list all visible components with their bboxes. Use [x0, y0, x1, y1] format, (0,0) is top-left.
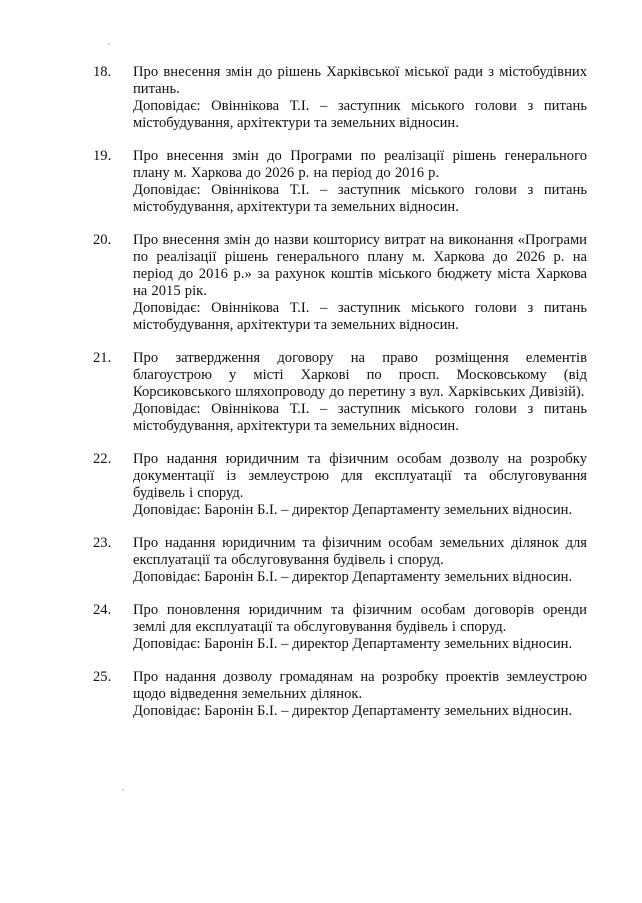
item-number: 22.: [93, 451, 112, 467]
agenda-item: [93, 535, 587, 586]
item-title: Про внесення змін до Програми по реалізації рішень генерального плану м. Харкова до 2026 р. на період до 2016 р.: [133, 148, 587, 181]
agenda-item: [93, 232, 587, 334]
item-reporter: Доповідає: Баронін Б.І. – директор Департаменту земельних відносин.: [133, 703, 573, 719]
item-title: Про надання юридичним та фізичним особам земельних ділянок для експлуатації та обслуговування будівель і споруд.: [133, 535, 587, 568]
item-number: 20.: [93, 232, 112, 248]
item-title: Про надання юридичним та фізичним особам дозволу на розробку документації із землеустрою для експлуатації та обслуговування будівель і споруд.: [133, 451, 587, 501]
agenda-list: [93, 64, 587, 736]
item-reporter: Доповідає: Баронін Б.І. – директор Департаменту земельних відносин.: [133, 636, 573, 652]
item-number: 21.: [93, 350, 112, 366]
item-number: 24.: [93, 602, 112, 618]
agenda-item: [93, 602, 587, 653]
item-reporter: Доповідає: Баронін Б.І. – директор Департаменту земельних відносин.: [133, 569, 573, 585]
item-title: Про надання дозволу громадянам на розробку проектів землеустрою щодо відведення земельних ділянок.: [133, 669, 587, 702]
item-number: 19.: [93, 148, 112, 164]
item-number: 25.: [93, 669, 112, 685]
scan-speck: [108, 43, 110, 45]
item-number: 23.: [93, 535, 112, 551]
agenda-item: [93, 669, 587, 720]
item-reporter: Доповідає: Овіннікова Т.І. – заступник міського голови з питань містобудування, архітектури та земельних відносин.: [133, 98, 587, 131]
item-title: Про внесення змін до рішень Харківської міської ради з містобудівних питань.: [133, 64, 587, 97]
agenda-item: [93, 64, 587, 132]
agenda-item: [93, 148, 587, 216]
agenda-item: [93, 350, 587, 435]
item-title: Про затвердження договору на право розміщення елементів благоустрою у місті Харкові по просп. Московському (від Корсиковського шляхопроводу до перетину з вул. Харківських Дивізій).: [133, 350, 587, 400]
scan-speck: [122, 789, 124, 791]
item-number: 18.: [93, 64, 112, 80]
item-reporter: Доповідає: Овіннікова Т.І. – заступник міського голови з питань містобудування, архітектури та земельних відносин.: [133, 401, 587, 434]
agenda-item: [93, 451, 587, 519]
item-title: Про внесення змін до назви кошторису витрат на виконання «Програми по реалізації рішень генерального плану м. Харкова до 2026 р. на період до 2016 р.» за рахунок коштів міського бюджету міста Харкова на 2015 рік.: [133, 232, 587, 299]
item-reporter: Доповідає: Овіннікова Т.І. – заступник міського голови з питань містобудування, архітектури та земельних відносин.: [133, 182, 587, 215]
item-reporter: Доповідає: Овіннікова Т.І. – заступник міського голови з питань містобудування, архітектури та земельних відносин.: [133, 300, 587, 333]
item-reporter: Доповідає: Баронін Б.І. – директор Департаменту земельних відносин.: [133, 502, 573, 518]
item-title: Про поновлення юридичним та фізичним особам договорів оренди землі для експлуатації та обслуговування будівель і споруд.: [133, 602, 587, 635]
